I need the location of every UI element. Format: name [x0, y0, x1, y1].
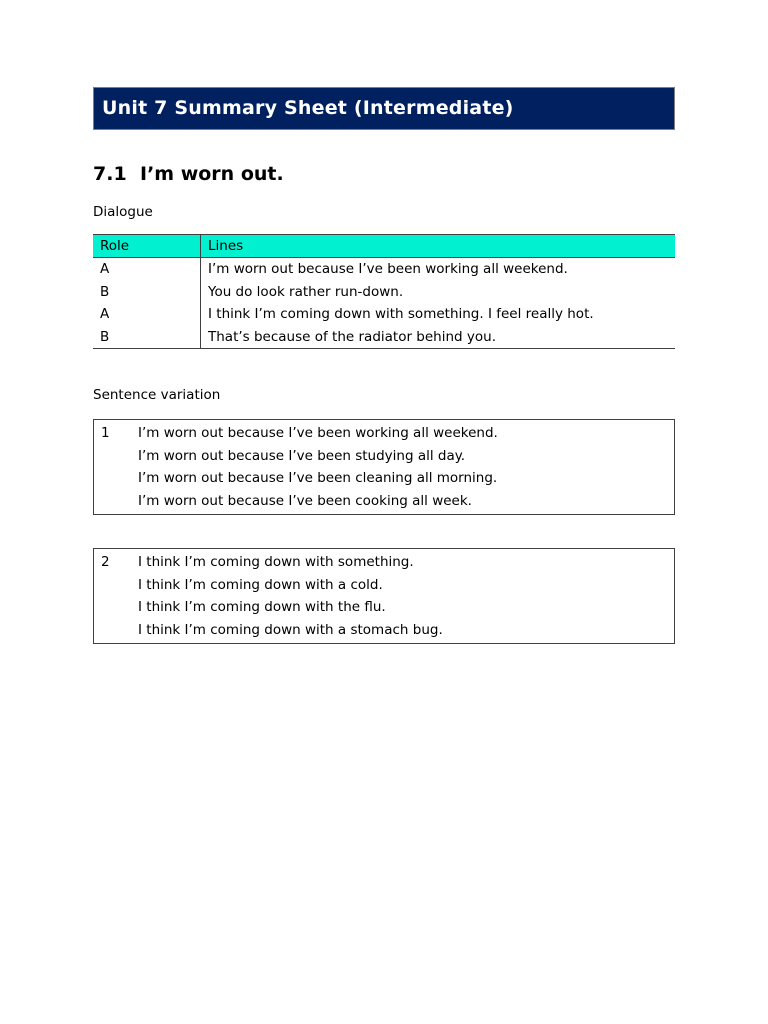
dialogue-line: I’m worn out because I’ve been working all weekend. — [208, 261, 568, 278]
variation-line: I think I’m coming down with the flu. — [138, 599, 386, 615]
variation-line: I’m worn out because I’ve been cooking all week. — [138, 492, 472, 509]
section-title: I’m worn out. — [140, 163, 284, 185]
column-header-role: Role — [93, 235, 201, 258]
dialogue-line: I think I’m coming down with something. I feel really hot. — [208, 306, 594, 323]
dialogue-line: You do look rather run-down. — [208, 283, 404, 300]
variation-lines — [138, 551, 674, 641]
dialogue-role: A — [93, 258, 201, 281]
variation-line: I think I’m coming down with something. — [138, 554, 414, 570]
column-header-lines: Lines — [201, 235, 676, 258]
section-number: 7.1 — [93, 163, 127, 185]
variation-line: I think I’m coming down with a stomach bug. — [138, 621, 443, 638]
variation-lines — [138, 422, 674, 512]
dialogue-header-row — [93, 235, 675, 258]
dialogue-label: Dialogue — [93, 204, 153, 220]
dialogue-line: That’s because of the radiator behind you. — [201, 326, 676, 349]
variation-group — [93, 548, 675, 644]
table-row — [93, 258, 675, 281]
variation-group-number: 1 — [101, 425, 110, 441]
summary-sheet — [93, 87, 675, 644]
variation-line: I’m worn out because I’ve been studying all day. — [138, 447, 466, 464]
dialogue-role: B — [93, 281, 201, 304]
table-row — [93, 326, 675, 349]
page-title: Unit 7 Summary Sheet (Intermediate) — [93, 87, 675, 130]
variation-group-number: 2 — [101, 554, 110, 570]
variation-group — [93, 419, 675, 515]
variation-line: I’m worn out because I’ve been working all weekend. — [138, 425, 498, 441]
variation-line: I’m worn out because I’ve been cleaning all morning. — [138, 470, 498, 486]
table-row — [93, 303, 675, 326]
section-heading — [93, 162, 675, 186]
sentence-variation-label: Sentence variation — [93, 387, 221, 403]
dialogue-role: A — [93, 303, 201, 326]
variation-line: I think I’m coming down with a cold. — [138, 576, 383, 593]
dialogue-role: B — [93, 326, 201, 349]
table-row — [93, 281, 675, 304]
dialogue-table — [93, 234, 675, 349]
